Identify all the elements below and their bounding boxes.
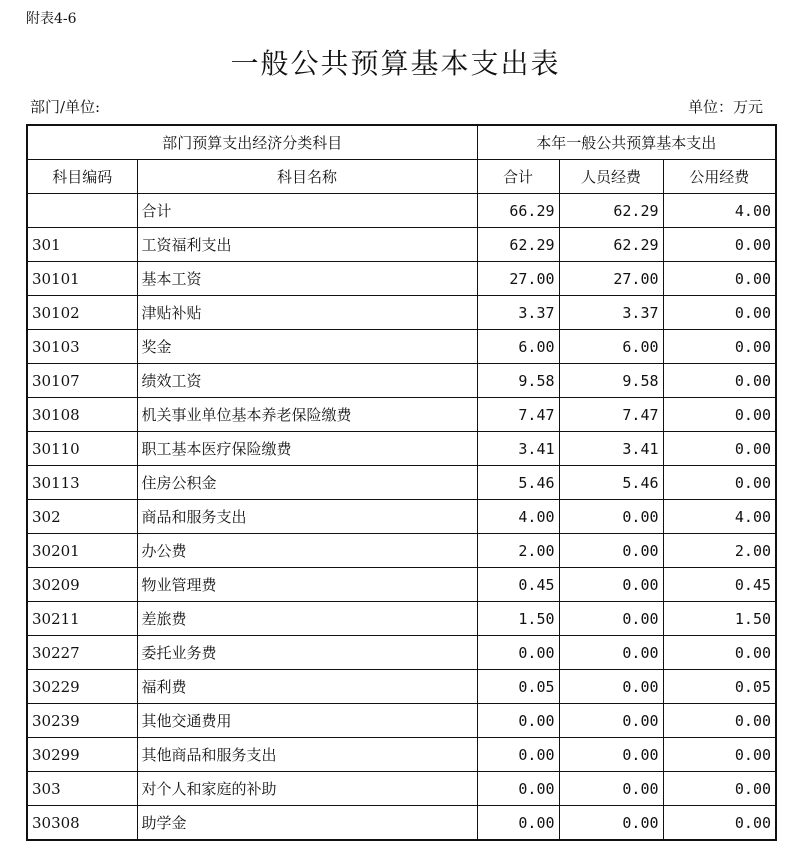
cell-public: 0.00 [663, 262, 776, 296]
table-row [27, 228, 776, 262]
column-header-personnel: 人员经费 [559, 160, 663, 194]
cell-total: 9.58 [477, 364, 559, 398]
cell-personnel: 27.00 [559, 262, 663, 296]
cell-total: 0.00 [477, 636, 559, 670]
cell-public: 0.00 [663, 806, 776, 841]
group-header-basic-expenditure: 本年一般公共预算基本支出 [477, 125, 776, 160]
cell-personnel: 0.00 [559, 670, 663, 704]
cell-personnel: 5.46 [559, 466, 663, 500]
cell-total: 5.46 [477, 466, 559, 500]
cell-personnel: 0.00 [559, 500, 663, 534]
cell-public: 0.00 [663, 772, 776, 806]
cell-personnel: 0.00 [559, 568, 663, 602]
cell-total: 4.00 [477, 500, 559, 534]
table-row [27, 500, 776, 534]
cell-public: 0.05 [663, 670, 776, 704]
table-row [27, 296, 776, 330]
cell-total: 66.29 [477, 194, 559, 228]
cell-name: 奖金 [137, 330, 477, 364]
cell-personnel: 0.00 [559, 602, 663, 636]
cell-total: 0.00 [477, 806, 559, 841]
department-label: 部门/单位: [30, 98, 101, 116]
cell-name: 工资福利支出 [137, 228, 477, 262]
cell-personnel: 6.00 [559, 330, 663, 364]
cell-public: 0.00 [663, 364, 776, 398]
cell-personnel: 7.47 [559, 398, 663, 432]
table-row [27, 772, 776, 806]
column-header-name: 科目名称 [137, 160, 477, 194]
cell-personnel: 3.37 [559, 296, 663, 330]
cell-code: 301 [27, 228, 137, 262]
cell-total: 3.37 [477, 296, 559, 330]
cell-name: 住房公积金 [137, 466, 477, 500]
page-title: 一般公共预算基本支出表 [230, 47, 561, 80]
cell-personnel: 62.29 [559, 228, 663, 262]
cell-public: 0.00 [663, 398, 776, 432]
cell-code: 30299 [27, 738, 137, 772]
table-row [27, 466, 776, 500]
table-row [27, 704, 776, 738]
cell-name: 办公费 [137, 534, 477, 568]
cell-name: 其他商品和服务支出 [137, 738, 477, 772]
cell-public: 0.00 [663, 228, 776, 262]
cell-code: 30229 [27, 670, 137, 704]
cell-personnel: 9.58 [559, 364, 663, 398]
cell-public: 4.00 [663, 500, 776, 534]
cell-public: 0.00 [663, 432, 776, 466]
column-header-code: 科目编码 [27, 160, 137, 194]
table-row [27, 194, 776, 228]
cell-code: 30211 [27, 602, 137, 636]
cell-code: 30201 [27, 534, 137, 568]
cell-code: 302 [27, 500, 137, 534]
cell-code: 30108 [27, 398, 137, 432]
cell-total: 0.00 [477, 704, 559, 738]
cell-name: 合计 [137, 194, 477, 228]
table-row [27, 364, 776, 398]
cell-personnel: 0.00 [559, 704, 663, 738]
cell-total: 2.00 [477, 534, 559, 568]
cell-name: 商品和服务支出 [137, 500, 477, 534]
cell-code: 30101 [27, 262, 137, 296]
cell-name: 基本工资 [137, 262, 477, 296]
cell-name: 助学金 [137, 806, 477, 841]
cell-name: 福利费 [137, 670, 477, 704]
cell-personnel: 62.29 [559, 194, 663, 228]
cell-personnel: 3.41 [559, 432, 663, 466]
unit-label: 单位：万元 [687, 98, 763, 116]
cell-name: 其他交通费用 [137, 704, 477, 738]
column-header-total: 合计 [477, 160, 559, 194]
table-column-header-row [27, 160, 776, 194]
cell-code: 303 [27, 772, 137, 806]
cell-total: 0.00 [477, 738, 559, 772]
cell-personnel: 0.00 [559, 806, 663, 841]
cell-public: 0.00 [663, 330, 776, 364]
cell-name: 差旅费 [137, 602, 477, 636]
cell-code: 30107 [27, 364, 137, 398]
column-header-public: 公用经费 [663, 160, 776, 194]
table-row [27, 806, 776, 841]
budget-table [26, 124, 777, 841]
cell-name: 绩效工资 [137, 364, 477, 398]
table-row [27, 602, 776, 636]
cell-personnel: 0.00 [559, 636, 663, 670]
cell-total: 62.29 [477, 228, 559, 262]
cell-total: 0.45 [477, 568, 559, 602]
cell-public: 2.00 [663, 534, 776, 568]
table-row [27, 398, 776, 432]
cell-public: 4.00 [663, 194, 776, 228]
cell-code: 30209 [27, 568, 137, 602]
cell-public: 1.50 [663, 602, 776, 636]
cell-code: 30110 [27, 432, 137, 466]
cell-name: 委托业务费 [137, 636, 477, 670]
cell-public: 0.00 [663, 296, 776, 330]
table-row [27, 330, 776, 364]
table-row [27, 262, 776, 296]
cell-total: 6.00 [477, 330, 559, 364]
cell-code: 30308 [27, 806, 137, 841]
table-row [27, 534, 776, 568]
table-row [27, 636, 776, 670]
cell-personnel: 0.00 [559, 772, 663, 806]
cell-total: 1.50 [477, 602, 559, 636]
cell-public: 0.00 [663, 738, 776, 772]
table-row [27, 568, 776, 602]
cell-public: 0.00 [663, 704, 776, 738]
group-header-classification: 部门预算支出经济分类科目 [27, 125, 477, 160]
cell-code: 30227 [27, 636, 137, 670]
table-row [27, 670, 776, 704]
cell-name: 物业管理费 [137, 568, 477, 602]
cell-public: 0.45 [663, 568, 776, 602]
table-row [27, 432, 776, 466]
cell-code: 30113 [27, 466, 137, 500]
cell-personnel: 0.00 [559, 738, 663, 772]
appendix-label: 附表4-6 [26, 11, 77, 27]
table-row [27, 738, 776, 772]
cell-name: 机关事业单位基本养老保险缴费 [137, 398, 477, 432]
cell-code: 30239 [27, 704, 137, 738]
cell-total: 0.05 [477, 670, 559, 704]
cell-total: 0.00 [477, 772, 559, 806]
cell-total: 27.00 [477, 262, 559, 296]
cell-total: 7.47 [477, 398, 559, 432]
cell-total: 3.41 [477, 432, 559, 466]
cell-public: 0.00 [663, 636, 776, 670]
cell-code: 30102 [27, 296, 137, 330]
cell-public: 0.00 [663, 466, 776, 500]
cell-code [27, 194, 137, 228]
cell-personnel: 0.00 [559, 534, 663, 568]
cell-name: 职工基本医疗保险缴费 [137, 432, 477, 466]
table-group-header-row [27, 125, 776, 160]
cell-code: 30103 [27, 330, 137, 364]
cell-name: 津贴补贴 [137, 296, 477, 330]
cell-name: 对个人和家庭的补助 [137, 772, 477, 806]
